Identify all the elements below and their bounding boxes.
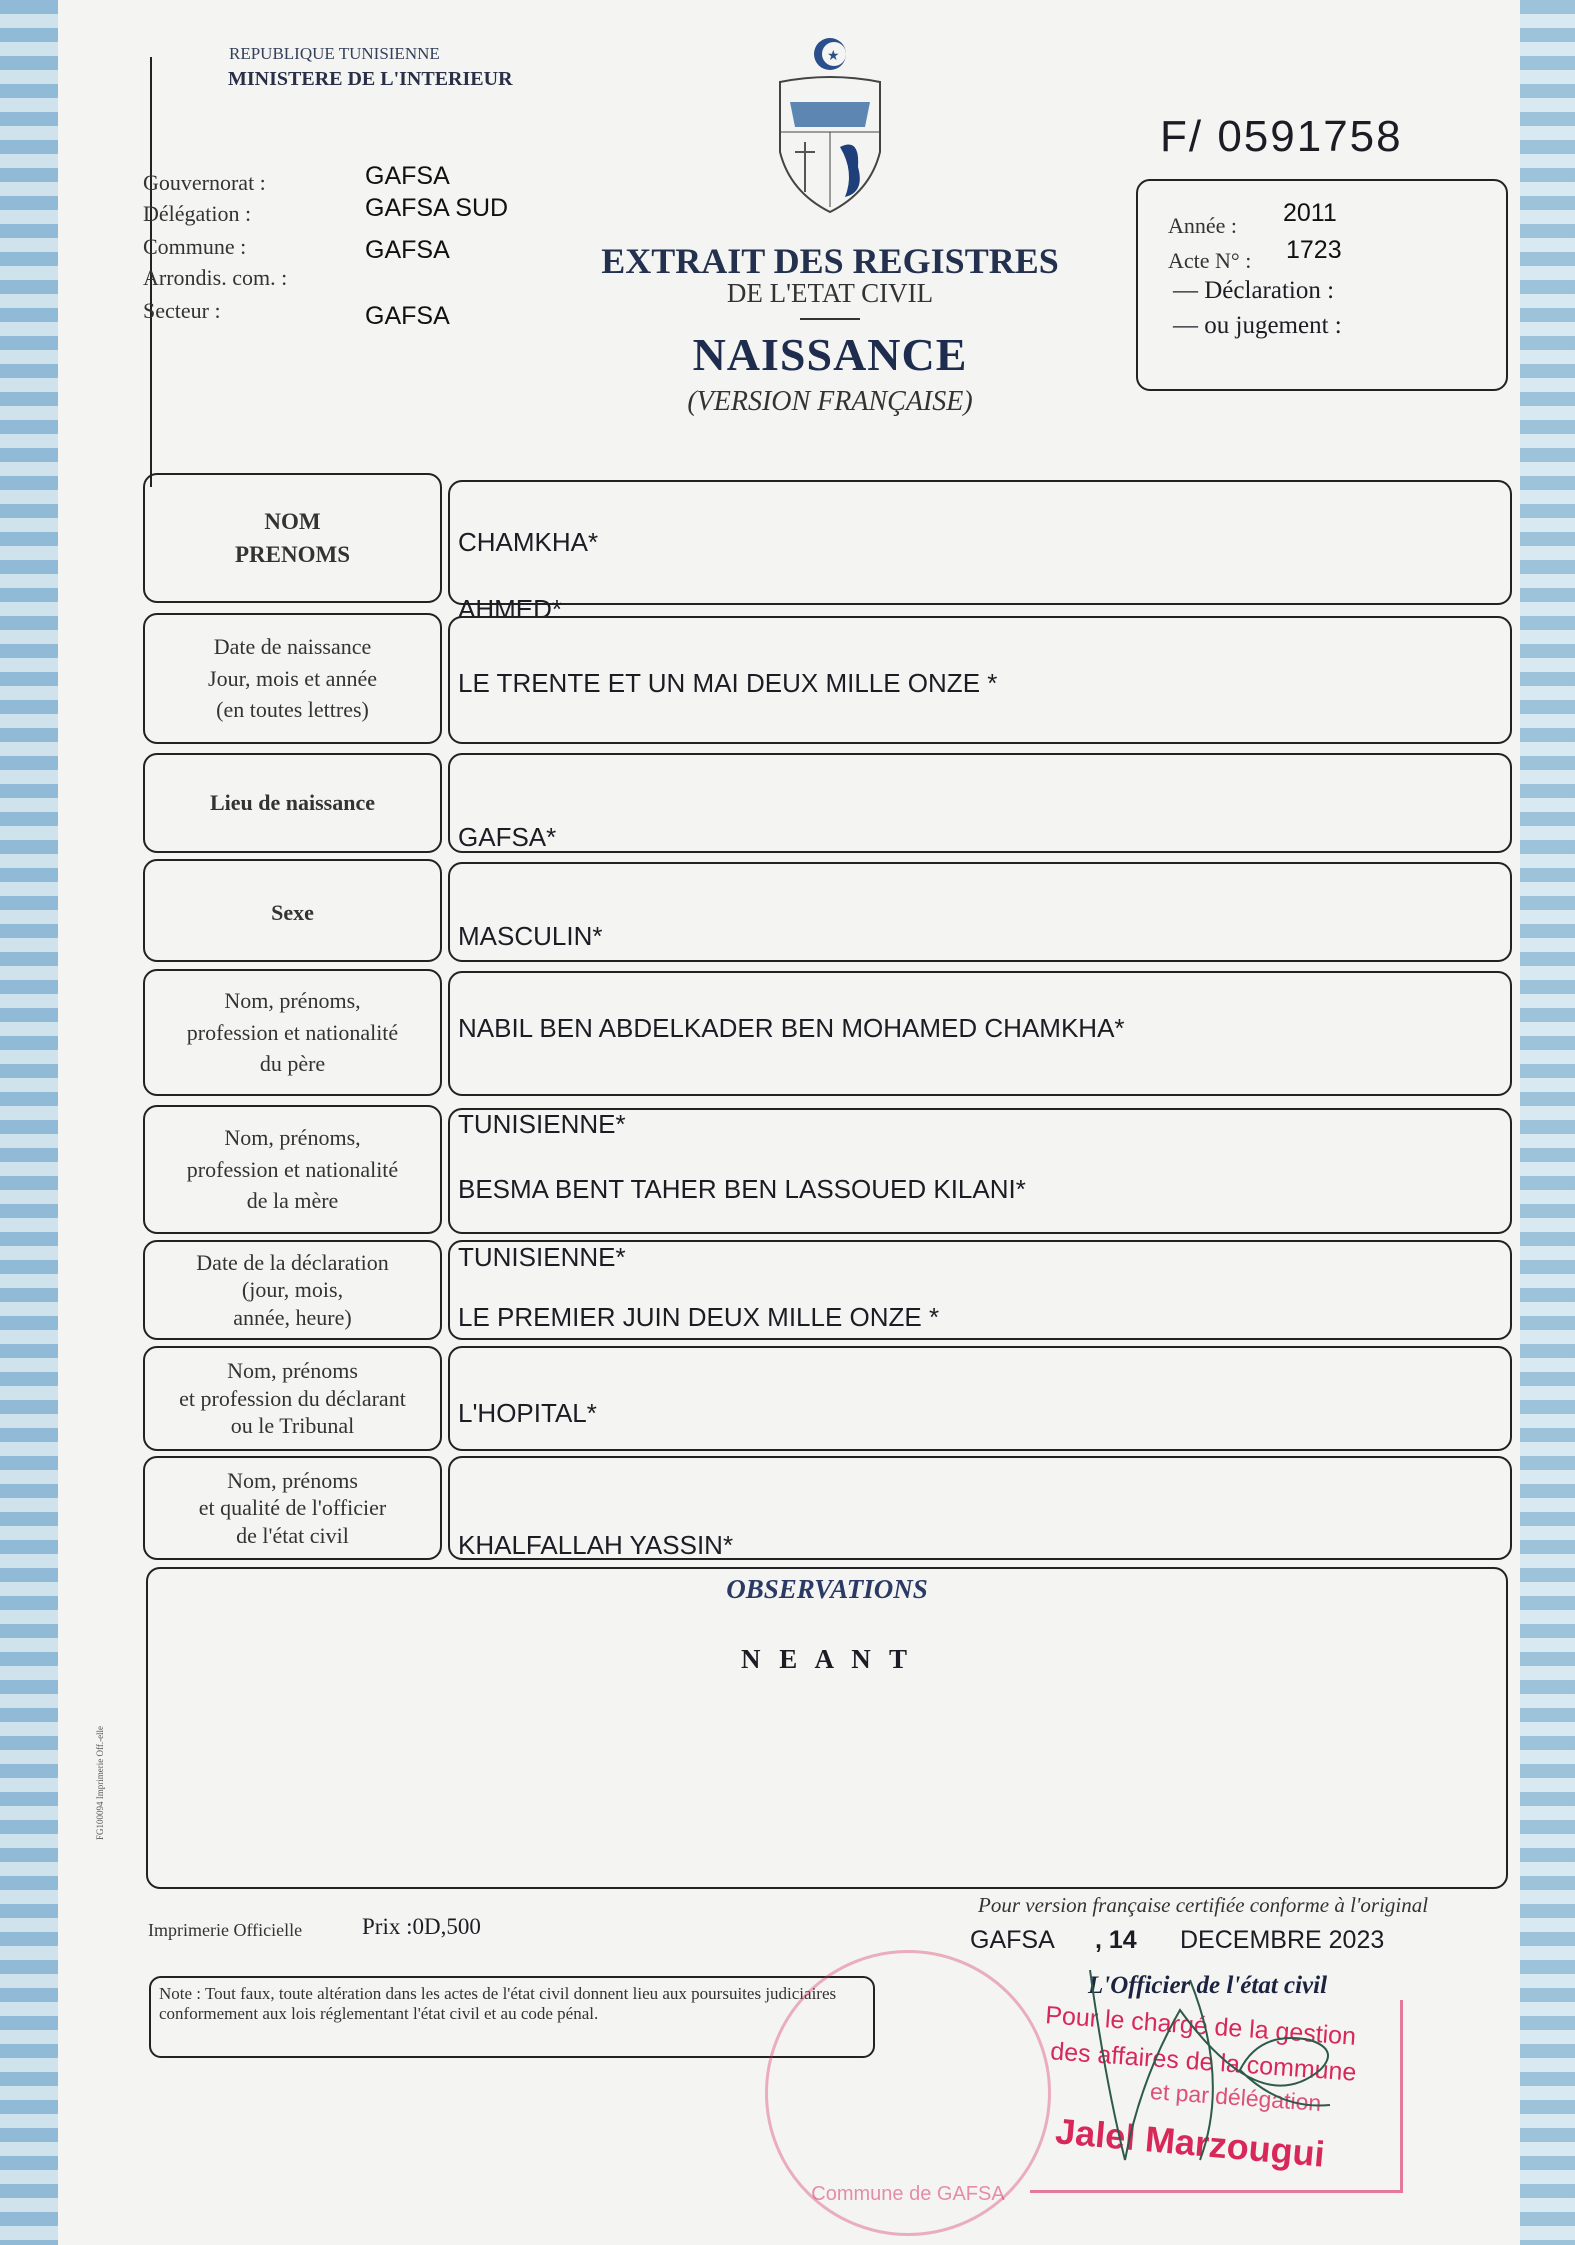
row-officier-label: Nom, prénoms et qualité de l'officier de l'état civil [143,1456,442,1560]
lieu-value: GAFSA* [458,822,557,852]
title-divider [800,318,860,320]
secteur-value: GAFSA [365,302,450,330]
row-declarant-value [448,1346,1512,1451]
issue-day: , 14 [1095,1926,1137,1954]
printer-label: Imprimerie Officielle [148,1920,303,1940]
row-pere-value [448,971,1512,1139]
title-etat-civil: DE L'ETAT CIVIL [726,278,934,308]
acte-num-value: 1723 [1286,236,1342,264]
secteur-label: Secteur : [143,298,221,323]
svg-text:★: ★ [827,49,840,64]
row-lieu-value [448,753,1512,853]
declaration-label: — Déclaration : [1173,277,1335,304]
sexe-label: Sexe [271,900,314,925]
stamp-line2: des affaires de la commune [1049,2037,1358,2087]
row-mere-label: Nom, prénoms, profession et nationalité de la mère [143,1105,442,1234]
tunisia-emblem [770,32,890,217]
pere-nationalite: TUNISIENNE* [458,1109,626,1139]
issue-date: DECEMBRE 2023 [1180,1926,1385,1954]
observations-box [146,1567,1508,1889]
acte-num-label: Acte N° : [1168,248,1252,273]
observations-value: N E A N T [740,1644,914,1674]
declaration-value: LE PREMIER JUIN DEUX MILLE ONZE * [458,1302,940,1332]
blue-border-left [0,0,58,2245]
row-mere-value [448,1108,1512,1272]
pere-value: NABIL BEN ABDELKADER BEN MOHAMED CHAMKHA* [458,1013,1125,1043]
stamp-line1: Pour le chargé de la gestion [1044,2001,1357,2051]
officer-title: L'Officier de l'état civil [1088,1972,1328,1999]
row-lieu-label: Lieu de naissance [143,753,442,853]
commune-value: GAFSA [365,236,450,264]
acte-box [1136,179,1508,391]
row-nom-label: NOM PRENOMS [143,473,442,603]
title-naissance: NAISSANCE [692,329,968,380]
sexe-value: MASCULIN* [458,921,603,951]
nom-value: CHAMKHA* [458,527,599,557]
note-box [149,1976,875,2058]
gouvernorat-label: Gouvernorat : [143,170,266,195]
annee-value: 2011 [1283,199,1337,227]
row-pere-label: Nom, prénoms, profession et nationalité du père [143,969,442,1096]
serial-number: F/ 0591758 [1160,112,1403,161]
round-stamp-text: Commune de GAFSA [811,2183,1005,2205]
republic-label: REPUBLIQUE TUNISIENNE [229,44,440,63]
row-sexe-value [448,862,1512,962]
title-version: (VERSION FRANÇAISE) [687,386,973,417]
stamp-name: Jalel Marzougui [1053,2110,1327,2175]
blue-border-right [1520,0,1575,2245]
price-label: Prix :0D,500 [362,1914,481,1939]
row-declaration-value [448,1240,1512,1340]
note-text: Note : Tout faux, toute altération dans les actes de l'état civil donnent lieu aux poursuites judiciaires conformement aux lois réglementant l'état civil et au code pénal. [159,1984,837,2024]
row-nom-value [448,480,1512,624]
gouvernorat-value: GAFSA [365,162,450,190]
arrondissement-label: Arrondis. com. : [143,265,288,290]
delegation-label: Délégation : [143,201,252,226]
annee-label: Année : [1168,213,1238,238]
issue-place: GAFSA [970,1926,1055,1954]
title-extrait: EXTRAIT DES REGISTRES [601,241,1059,281]
officier-value: KHALFALLAH YASSIN* [458,1530,734,1560]
mere-nationalite: TUNISIENNE* [458,1242,626,1272]
commune-label: Commune : [143,234,247,259]
row-date-naissance-value [448,616,1512,744]
row-officier-value [448,1456,1512,1560]
date-naissance-value: LE TRENTE ET UN MAI DEUX MILLE ONZE * [458,668,998,698]
prenom-value: AHMED* [458,594,563,624]
observations-title: OBSERVATIONS [726,1574,928,1604]
mere-value: BESMA BENT TAHER BEN LASSOUED KILANI* [458,1174,1026,1204]
row-date-naissance-label: Date de naissance Jour, mois et année (en toutes lettres) [143,613,442,744]
form-code: FG100094 Imprimerie Off.-elle [95,1725,105,1840]
jugement-label: — ou jugement : [1173,312,1342,339]
delegation-value: GAFSA SUD [365,194,509,222]
stamp-line3: et par délégation [1149,2078,1323,2116]
row-declarant-label: Nom, prénoms et profession du déclarant ou le Tribunal [143,1346,442,1451]
row-sexe-label [143,859,442,962]
declarant-value: L'HOPITAL* [458,1398,597,1428]
round-stamp [765,1950,1051,2236]
signature [1080,1960,1400,2200]
certified-label: Pour version française certifiée conforme à l'original [978,1893,1429,1917]
row-declaration-label: Date de la déclaration (jour, mois, année, heure) [143,1240,442,1340]
ministry-label: MINISTERE DE L'INTERIEUR [228,68,513,90]
